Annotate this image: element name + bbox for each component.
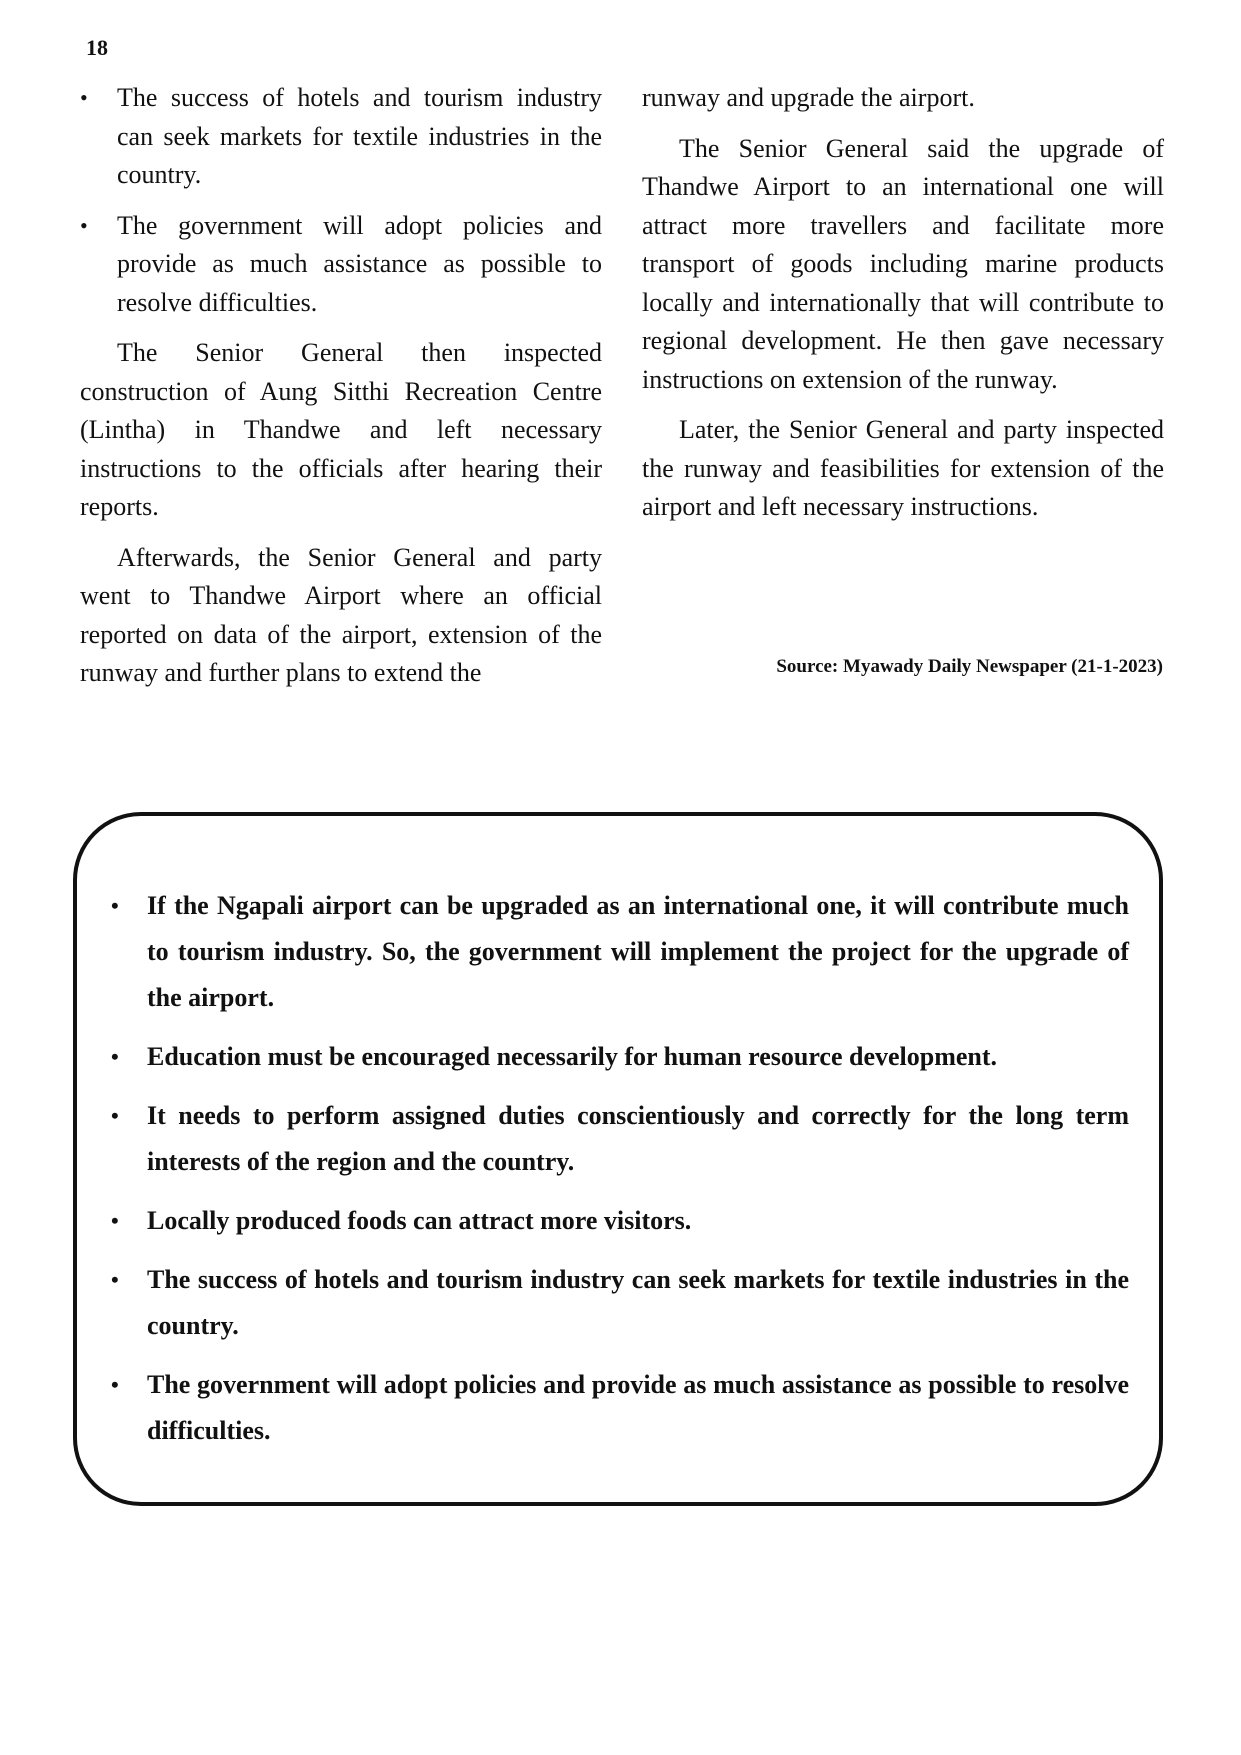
summary-box (73, 812, 1163, 1506)
list-item (111, 1034, 1129, 1080)
bullet-icon: • (111, 1044, 119, 1069)
list-item-text: The success of hotels and tourism industry can seek markets for textile industries in the country. (117, 83, 602, 189)
list-item-text: The government will adopt policies and provide as much assistance as possible to resolve difficulties. (117, 210, 602, 317)
list-item (80, 207, 602, 323)
bullet-icon: • (111, 1103, 119, 1128)
bullet-icon: • (111, 1372, 119, 1397)
bullet-icon: • (80, 212, 88, 238)
left-column (80, 79, 602, 705)
list-item (111, 1362, 1129, 1454)
body-paragraph: The Senior General then inspected construction of Aung Sitthi Recreation Centre (Lintha) in Thandwe and left necessary instructions to the officials after hearing their reports. (80, 338, 602, 521)
body-paragraph: Later, the Senior General and party inspected the runway and feasibilities for extension of the airport and left necessary instructions. (642, 415, 1164, 521)
page-number: 18 (86, 35, 108, 60)
list-item (111, 1093, 1129, 1185)
list-item (80, 79, 602, 195)
list-item-text: If the Ngapali airport can be upgraded as an international one, it will contribute much to tourism industry. So, the government will implement the project for the upgrade of the airport. (147, 891, 1129, 1012)
summary-list (111, 883, 1129, 1467)
list-item (111, 1257, 1129, 1349)
body-paragraph: Afterwards, the Senior General and party went to Thandwe Airport where an official reported on data of the airport, extension of the runway and further plans to extend the (80, 542, 602, 687)
body-paragraph: The Senior General said the upgrade of Thandwe Airport to an international one will attract more travellers and facilitate more transport of goods including marine products locally and internationally that will contribute to regional development. He then gave necessary instructions on extension of the runway. (642, 133, 1164, 394)
list-item-text: Locally produced foods can attract more visitors. (147, 1206, 692, 1235)
bullet-icon: • (80, 85, 88, 110)
list-item (111, 883, 1129, 1021)
list-item-text: It needs to perform assigned duties conscientiously and correctly for the long term interests of the region and the country. (147, 1101, 1129, 1176)
bullet-icon: • (111, 1208, 119, 1233)
list-item-text: Education must be encouraged necessarily for human resource development. (147, 1042, 998, 1071)
continued-paragraph: runway and upgrade the airport. (642, 83, 975, 112)
bullet-icon: • (111, 893, 119, 918)
list-item (111, 1198, 1129, 1244)
right-column (642, 79, 1164, 539)
source-citation: Source: Myawady Daily Newspaper (21-1-2023) (776, 656, 1163, 677)
list-item-text: The government will adopt policies and provide as much assistance as possible to resolve difficulties. (147, 1370, 1129, 1445)
list-item-text: The success of hotels and tourism industry can seek markets for textile industries in the country. (147, 1265, 1129, 1340)
bullet-icon: • (111, 1267, 119, 1292)
left-bullet-list (80, 79, 602, 322)
